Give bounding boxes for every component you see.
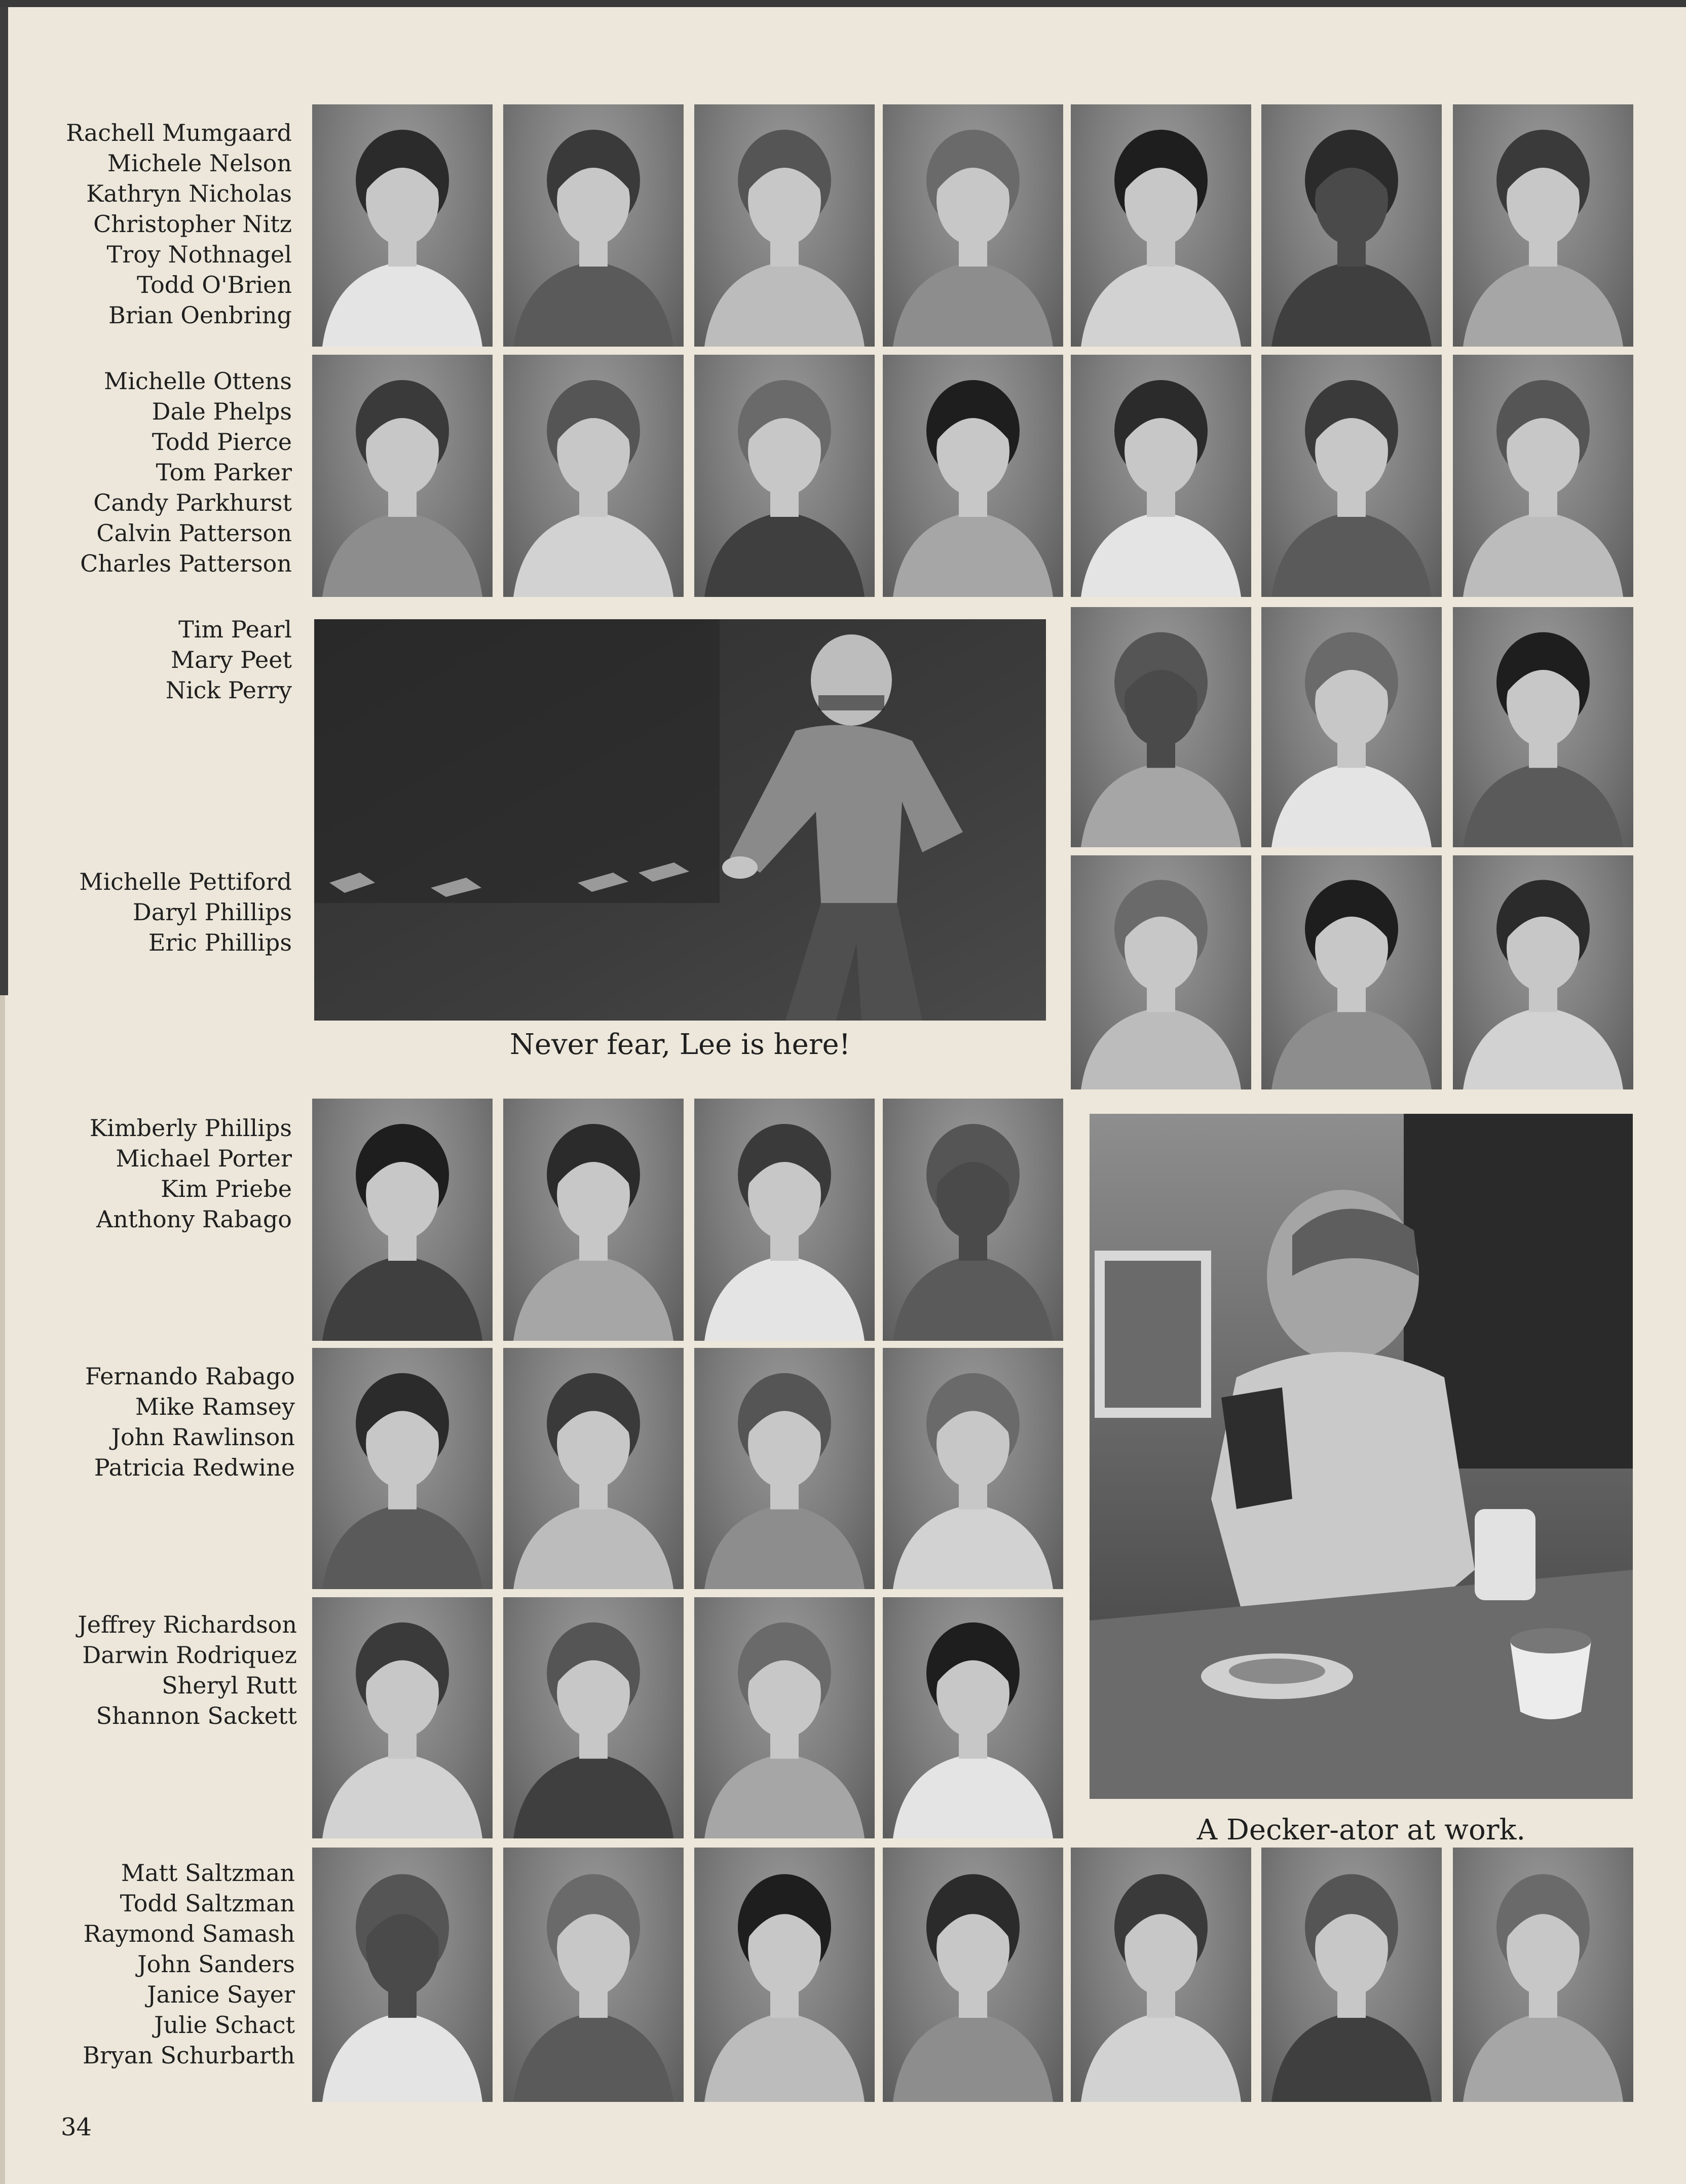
- student-portrait: [883, 355, 1063, 597]
- student-name: Nick Perry: [165, 676, 292, 704]
- caption-candid-2: A Decker-ator at work.: [1196, 1814, 1526, 1847]
- student-portrait: [694, 355, 875, 597]
- page-binding-shadow: [0, 7, 8, 995]
- student-name: Mike Ramsey: [135, 1393, 295, 1420]
- student-portrait: [503, 1348, 684, 1589]
- student-name: Dale Phelps: [152, 398, 292, 425]
- name-list-row-3: [166, 614, 292, 705]
- page-number: 34: [61, 2113, 92, 2141]
- student-name: Rachell Mumgaard: [66, 119, 292, 146]
- student-name: Michael Porter: [116, 1145, 292, 1172]
- student-name: Raymond Samash: [83, 1920, 295, 1947]
- student-name: John Rawlinson: [111, 1423, 295, 1451]
- student-name: Tom Parker: [156, 459, 292, 486]
- student-portrait: [694, 1348, 875, 1589]
- student-portrait: [503, 1848, 684, 2102]
- page-binding-edge: [0, 995, 5, 2184]
- student-portrait: [1453, 607, 1633, 847]
- student-portrait: [694, 104, 875, 347]
- student-portrait: [1453, 355, 1633, 597]
- student-portrait: [312, 355, 493, 597]
- student-portrait: [694, 1848, 875, 2102]
- student-name: Sheryl Rutt: [162, 1672, 297, 1699]
- student-portrait: [312, 1597, 493, 1838]
- student-portrait: [694, 1597, 875, 1838]
- student-portrait: [1261, 355, 1442, 597]
- name-list-row-4: [79, 867, 292, 958]
- student-portrait: [1071, 855, 1251, 1089]
- student-portrait: [883, 1099, 1063, 1341]
- student-portrait: [1071, 607, 1251, 847]
- student-name: Anthony Rabago: [96, 1206, 292, 1233]
- student-portrait: [312, 1099, 493, 1341]
- student-portrait: [1453, 104, 1633, 347]
- student-portrait: [883, 1597, 1063, 1838]
- student-name: Mary Peet: [171, 646, 292, 673]
- name-list-row-2: [80, 366, 292, 579]
- student-portrait: [503, 1099, 684, 1341]
- student-name: Matt Saltzman: [121, 1859, 295, 1887]
- name-list-row-5: [90, 1113, 292, 1234]
- student-portrait: [1261, 607, 1442, 847]
- candid-photo-decorating: [1090, 1114, 1633, 1799]
- student-portrait: [1453, 855, 1633, 1089]
- student-name: Fernando Rabago: [85, 1363, 295, 1390]
- student-portrait: [883, 1348, 1063, 1589]
- student-name: Todd O'Brien: [136, 271, 292, 298]
- student-portrait: [503, 1597, 684, 1838]
- student-name: Candy Parkhurst: [93, 489, 292, 516]
- name-list-row-6: [85, 1361, 295, 1483]
- student-name: Todd Pierce: [152, 428, 292, 456]
- student-name: Brian Oenbring: [108, 302, 292, 329]
- page-top-edge: [0, 0, 1686, 7]
- student-name: Darwin Rodriquez: [82, 1641, 297, 1669]
- student-name: Tim Pearl: [178, 616, 292, 643]
- student-name: Christopher Nitz: [93, 210, 292, 238]
- student-name: Kim Priebe: [161, 1175, 292, 1202]
- student-name: Kimberly Phillips: [89, 1114, 292, 1142]
- student-name: John Sanders: [137, 1950, 295, 1978]
- student-name: Michelle Ottens: [104, 367, 292, 395]
- student-portrait: [312, 1348, 493, 1589]
- student-portrait: [312, 104, 493, 347]
- student-portrait: [312, 1848, 493, 2102]
- caption-candid-1: Never fear, Lee is here!: [509, 1028, 851, 1061]
- student-portrait: [1071, 355, 1251, 597]
- student-name: Calvin Patterson: [96, 519, 292, 547]
- student-portrait: [503, 355, 684, 597]
- name-list-row-7: [78, 1609, 297, 1731]
- student-portrait: [1071, 104, 1251, 347]
- student-portrait: [1261, 855, 1442, 1089]
- student-name: Charles Patterson: [80, 550, 292, 577]
- student-portrait: [1261, 1848, 1442, 2102]
- student-name: Janice Sayer: [147, 1981, 295, 2008]
- name-list-row-8: [83, 1858, 295, 2070]
- student-portrait: [883, 104, 1063, 347]
- student-name: Bryan Schurbarth: [83, 2042, 295, 2069]
- student-name: Daryl Phillips: [132, 898, 292, 926]
- student-portrait: [694, 1099, 875, 1341]
- student-name: Michelle Pettiford: [79, 868, 292, 895]
- student-portrait: [1453, 1848, 1633, 2102]
- student-name: Patricia Redwine: [94, 1454, 295, 1481]
- candid-photo-bowling: [314, 619, 1046, 1021]
- student-portrait: [503, 104, 684, 347]
- student-name: Troy Nothnagel: [106, 241, 292, 268]
- student-name: Todd Saltzman: [120, 1890, 295, 1917]
- student-name: Eric Phillips: [148, 929, 292, 956]
- student-portrait: [1261, 104, 1442, 347]
- student-name: Kathryn Nicholas: [86, 180, 292, 207]
- student-name: Michele Nelson: [107, 149, 292, 177]
- student-name: Shannon Sackett: [96, 1702, 297, 1729]
- student-name: Jeffrey Richardson: [78, 1611, 297, 1638]
- student-name: Julie Schact: [154, 2011, 295, 2039]
- name-list-row-1: [66, 118, 292, 330]
- student-portrait: [883, 1848, 1063, 2102]
- student-portrait: [1071, 1848, 1251, 2102]
